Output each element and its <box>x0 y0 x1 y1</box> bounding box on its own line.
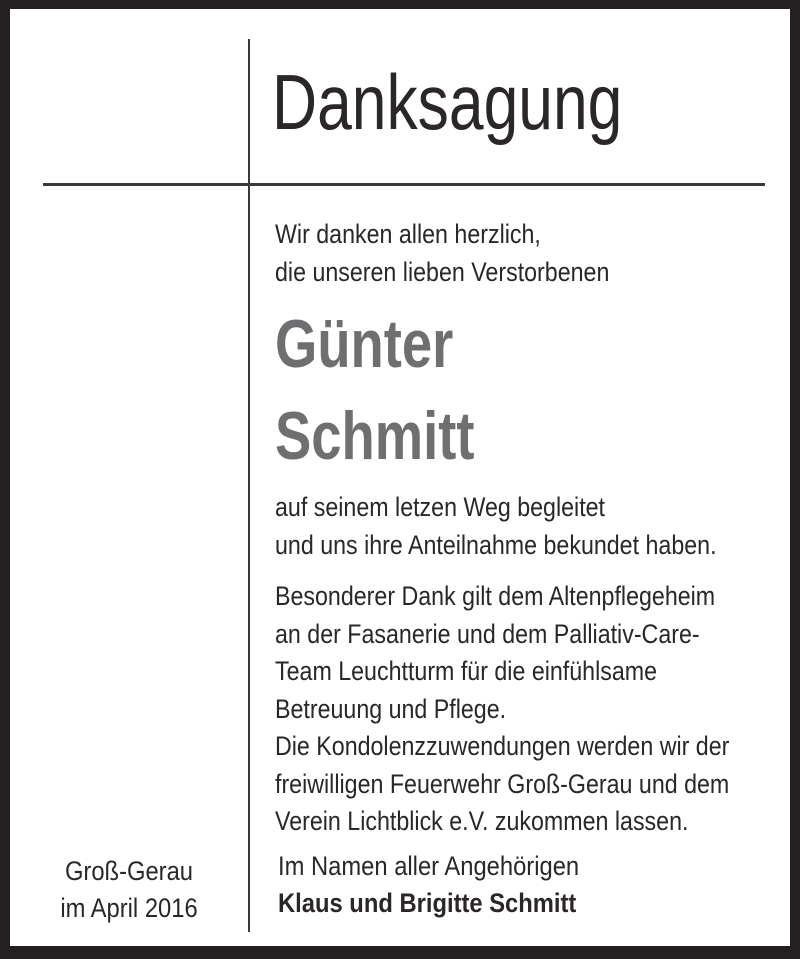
farewell-line: auf seinem letzen Weg begleitet <box>275 492 606 522</box>
signature-block <box>278 848 620 922</box>
donation-line: freiwilligen Feuerwehr Groß-Gerau und dem <box>275 768 730 799</box>
farewell-paragraph <box>275 489 788 564</box>
vertical-divider-rule <box>248 39 250 932</box>
signature-names-line: Klaus und Brigitte Schmitt <box>278 888 577 918</box>
donation-line: Verein Lichtblick e.V. zukommen lassen. <box>275 806 689 836</box>
thanks-line: Team Leuchtturm für die einfühlsame <box>275 656 658 686</box>
deceased-name <box>275 298 524 482</box>
intro-line: die unseren lieben Verstorbenen <box>275 256 610 287</box>
notice-title: Danksagung <box>272 58 623 146</box>
horizontal-divider-rule <box>43 183 765 186</box>
donation-line: Die Kondolenzzuwendungen werden wir der <box>275 731 730 761</box>
place-and-date <box>10 853 248 927</box>
special-thanks-paragraph <box>275 578 787 728</box>
thanks-line: an der Fasanerie und dem Palliativ-Care- <box>275 618 700 649</box>
intro-paragraph <box>275 216 664 291</box>
deceased-first-name: Günter <box>275 306 454 382</box>
date-line: im April 2016 <box>60 893 198 923</box>
deceased-last-name: Schmitt <box>275 398 475 474</box>
donation-paragraph <box>275 728 800 841</box>
farewell-line: und uns ihre Anteilnahme bekundet haben. <box>275 529 717 560</box>
thanks-line: Besonderer Dank gilt dem Altenpflegeheim <box>275 581 716 611</box>
signature-intro-line: Im Namen aller Angehörigen <box>278 851 580 881</box>
intro-line: Wir danken allen herzlich, <box>275 219 541 249</box>
place-line: Groß-Gerau <box>64 856 194 886</box>
thanks-line: Betreuung und Pflege. <box>275 693 507 724</box>
